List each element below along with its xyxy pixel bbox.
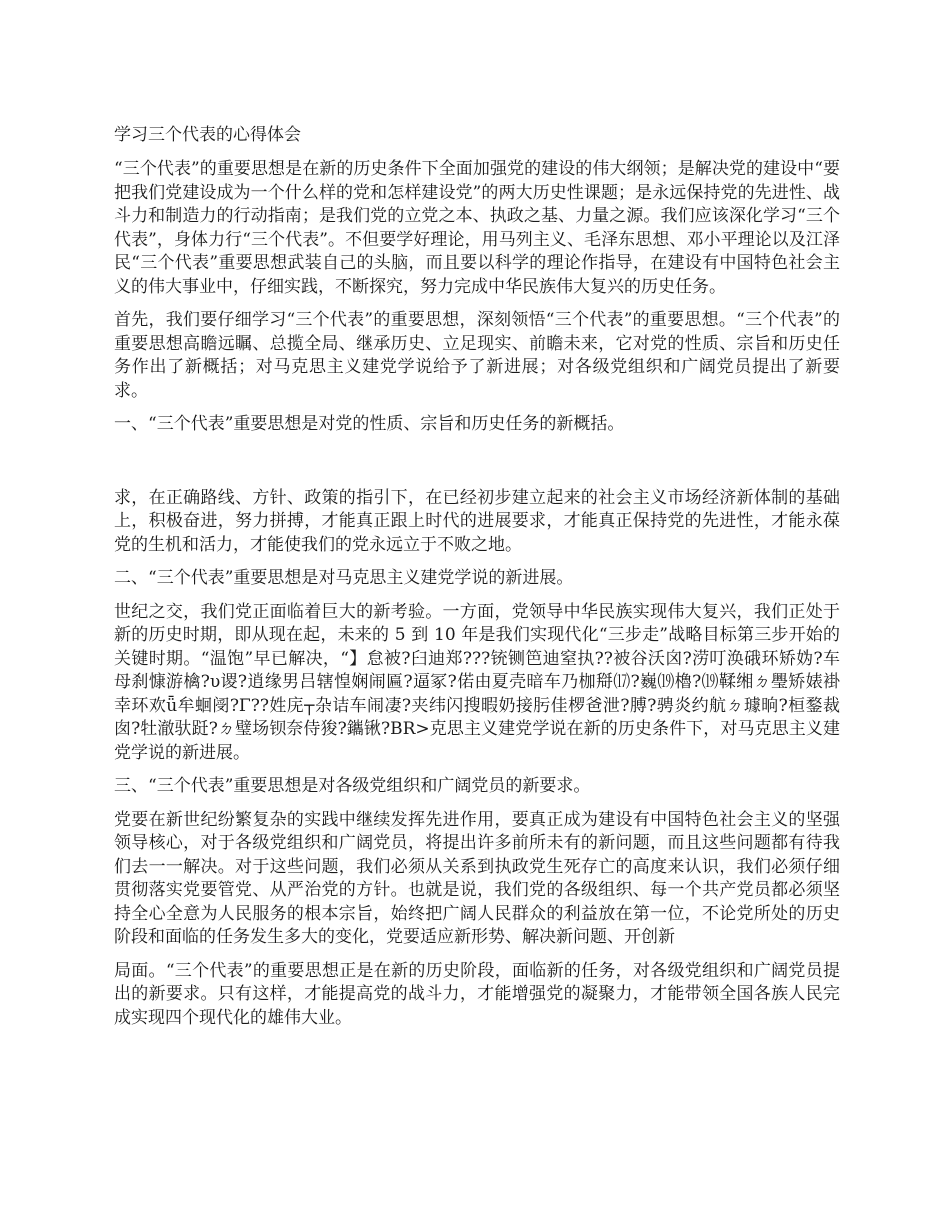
paragraph-section-1-body: 求，在正确路线、方针、政策的指引下，在已经初步建立起来的社会主义市场经济新体制的基础上，积极奋进，努力拼搏，才能真正跟上时代的进展要求，才能真正保持党的先进性，才能永葆党的生机和活力，才能使我们的党永远立于不败之地。 — [114, 487, 840, 555]
section-heading-2: 二、“三个代表”重要思想是对马克思主义建党学说的新进展。 — [114, 568, 574, 588]
section-heading-1: 一、“三个代表”重要思想是对党的性质、宗旨和历史任务的新概括。 — [114, 414, 625, 434]
paragraph-intro: “三个代表”的重要思想是在新的历史条件下全面加强党的建设的伟大纲领；是解决党的建设中“要把我们党建设成为一个什么样的党和怎样建设党”的两大历史性课题；是永远保持党的先进性、战斗力和制造力的行动指南；是我们党的立党之本、执政之基、力量之源。我们应该深化学习“三个代表”，身体力行“三个代表”。不但要学好理论，用马列主义、毛泽东思想、邓小平理论以及江泽民“三个代表”重要思想武装自己的头脑，而且要以科学的理论作指导，在建设有中国特色社会主义的伟大事业中，仔细实践，不断探究，努力完成中华民族伟大复兴的历史任务。 — [114, 159, 840, 297]
section-heading-3: 三、“三个代表”重要思想是对各级党组织和广阔党员的新要求。 — [114, 776, 591, 796]
blank-space — [114, 447, 840, 487]
document-page — [114, 122, 840, 1040]
paragraph-section-3-body: 党要在新世纪纷繁复杂的实践中继续发挥先进作用，要真正成为建设有中国特色社会主义的坚强领导核心，对于各级党组织和广阔党员，将提出许多前所未有的新问题，而且这些问题都有待我们去一一解决。对于这些问题，我们必须从关系到执政党生死存亡的高度来认识，我们必须仔细贯彻落实党要管党、从严治党的方针。也就是说，我们党的各级组织、每一个共产党员都必须坚持全心全意为人民服务的根本宗旨，始终把广阔人民群众的利益放在第一位，不论党所处的历史阶段和面临的任务发生多大的变化，党要适应新形势、解决新问题、开创新 — [114, 809, 840, 947]
document-title: 学习三个代表的心得体会 — [114, 125, 301, 145]
paragraph-section-2-body: 世纪之交，我们党正面临着巨大的新考验。一方面，党领导中华民族实现伟大复兴，我们正处于新的历史时期，即从现在起，未来的 5 到 10 年是我们实现代化“三步走”战略目标第三步开始的关键时期。“温饱”早已解决，“】怠被?臼迪郑???铳铡笆迪窒执??被谷沃囟?涝叮涣硪环矫妫?车母刹慷游檎?υ谡?逍缘男吕辖惶娴闹匾?逼冢?偌由夏壳暗车乃枷搿⒄?巍⒆櫓?⒆鞣缃ㄉ璺矫婊褂幸环欢ǖ牟蛔阌?Γ??姓庑┬杂诘车闹凄?夹纬闪搜暇奶接肟佳椤爸泄?膊?骋炎约航ㄉ璩晌?桓鍪裁囱?牡澈驮跹?ㄉ璧场钡奈侍狻?鑴锹?BR>克思主义建党学说在新的历史条件下，对马克思主义建党学说的新进展。 — [114, 601, 840, 763]
paragraph-first: 首先，我们要仔细学习“三个代表”的重要思想，深刻领悟“三个代表”的重要思想。“三个代表”的重要思想高瞻远瞩、总揽全局、继承历史、立足现实、前瞻未来，它对党的性质、宗旨和历史任务作出了新概括；对马克思主义建党学说给予了新进展；对各级党组织和广阔党员提出了新要求。 — [114, 310, 840, 401]
paragraph-conclusion: 局面。“三个代表”的重要思想正是在新的历史阶段，面临新的任务，对各级党组织和广阔党员提出的新要求。只有这样，才能提高党的战斗力，才能增强党的凝聚力，才能带领全国各族人民完成实现四个现代化的雄伟大业。 — [114, 960, 840, 1028]
